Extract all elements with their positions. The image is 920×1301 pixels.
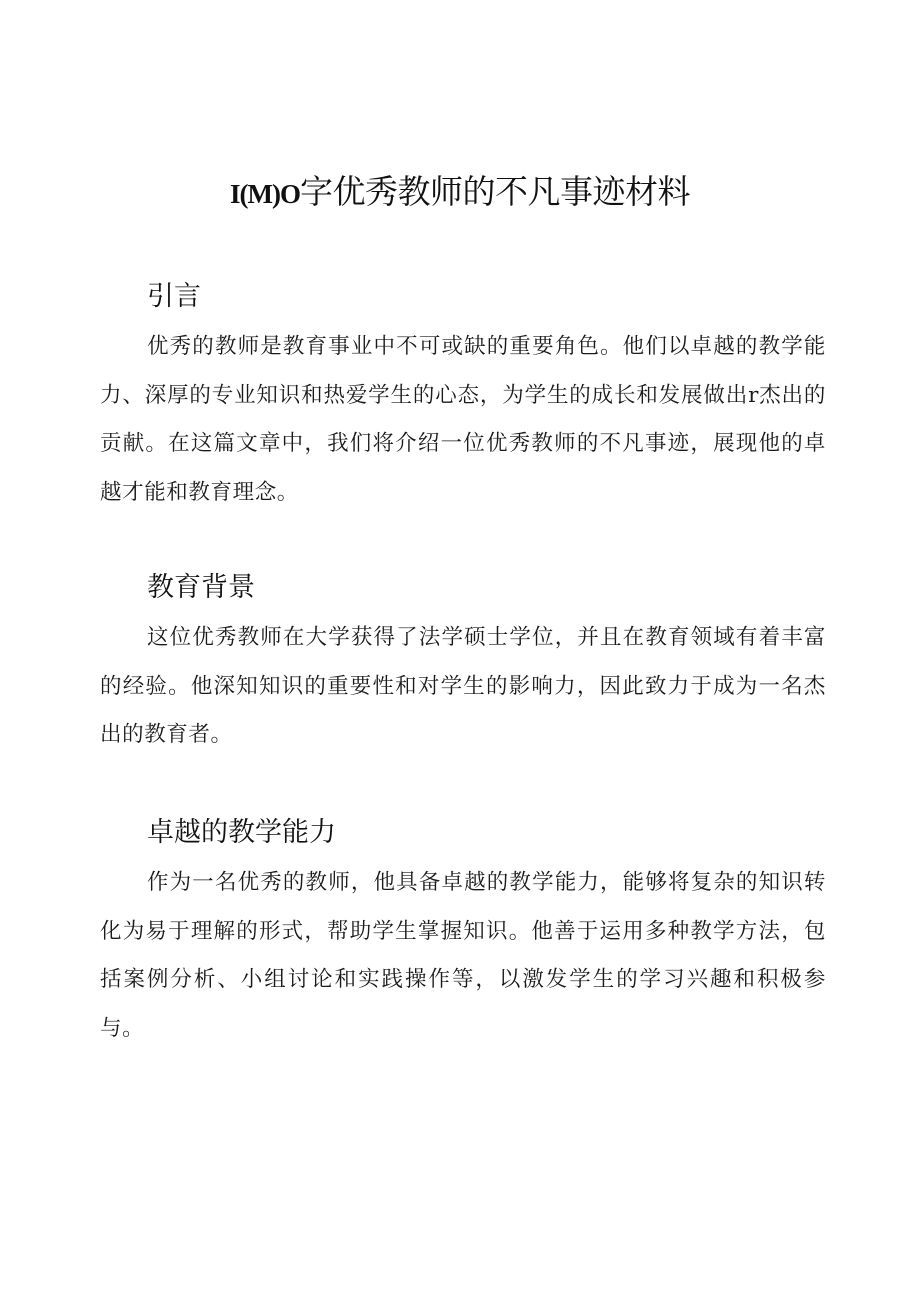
- section-paragraph: 作为一名优秀的教师，他具备卓越的教学能力，能够将复杂的知识转化为易于理解的形式，帮助学生掌握知识。他善于运用多种教学方法，包括案例分析、小组讨论和实践操作等，以激发学生的学习兴趣和积极参与。: [100, 870, 826, 1041]
- title-prefix: I(M)O: [230, 179, 300, 209]
- title-main: 字优秀教师的不凡事迹材料: [299, 172, 690, 211]
- section-heading: 教育背景: [147, 572, 255, 603]
- section-paragraph: 这位优秀教师在大学获得了法学硕士学位，并且在教育领域有着丰富的经验。他深知知识的重要性和对学生的影响力，因此致力于成为一名杰出的教育者。: [100, 625, 826, 747]
- section-teaching-ability: [100, 813, 826, 1053]
- document-title: [0, 168, 920, 218]
- section-heading: 卓越的教学能力: [147, 817, 336, 848]
- section-paragraph: 优秀的教师是教育事业中不可或缺的重要角色。他们以卓越的教学能力、深厚的专业知识和热爱学生的心态，为学生的成长和发展做出r杰出的贡献。在这篇文章中，我们将介绍一位优秀教师的不凡事迹，展现他的卓越才能和教育理念。: [100, 334, 826, 505]
- section-introduction: [100, 277, 826, 517]
- section-heading: 引言: [147, 281, 201, 312]
- section-education-background: [100, 568, 826, 760]
